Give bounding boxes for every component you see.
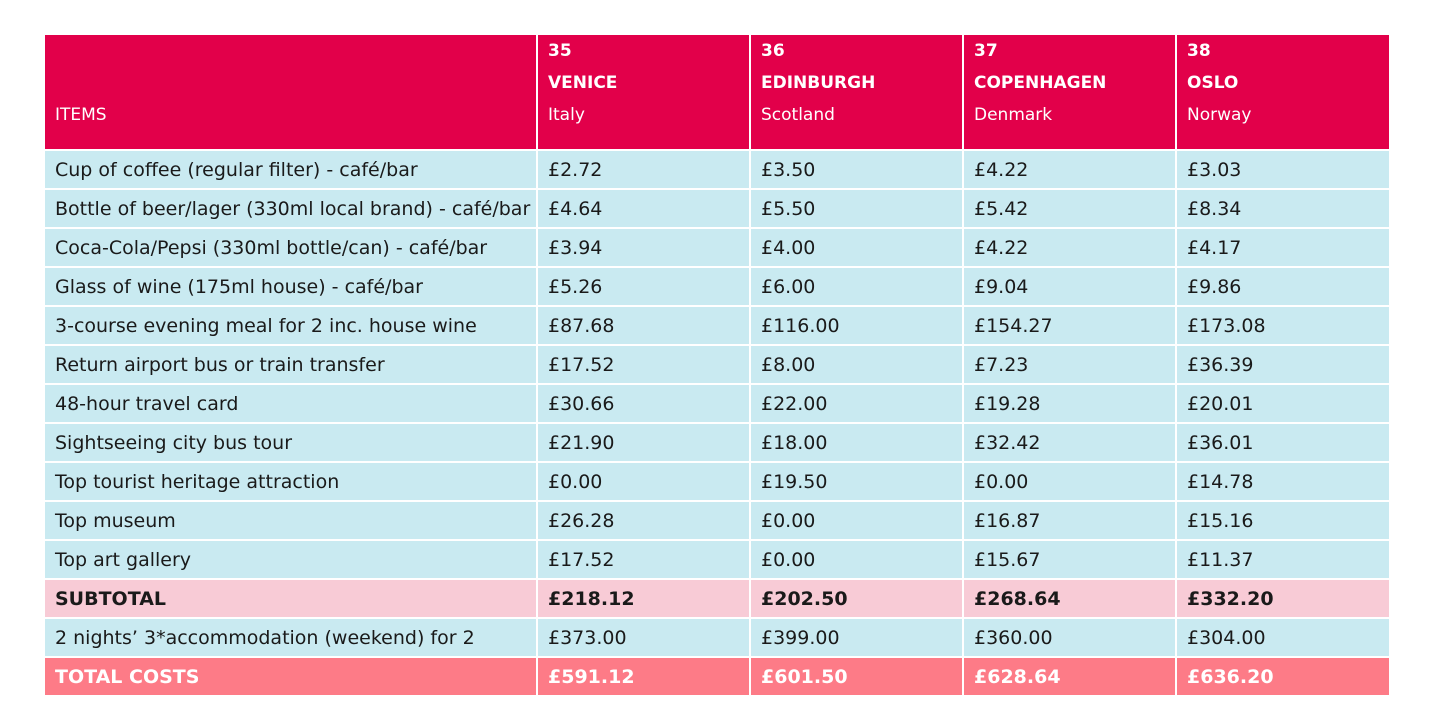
city-costs-table xyxy=(43,33,1391,697)
items-column-header: ITEMS xyxy=(44,34,537,150)
city-column-header xyxy=(1176,34,1390,150)
price-cell: £15.16 xyxy=(1176,501,1390,540)
price-cell: £26.28 xyxy=(537,501,750,540)
price-cell: £9.86 xyxy=(1176,267,1390,306)
total-cell: £591.12 xyxy=(537,657,750,696)
price-cell: £20.01 xyxy=(1176,384,1390,423)
price-cell: £30.66 xyxy=(537,384,750,423)
price-cell: £116.00 xyxy=(750,306,963,345)
city-column-header xyxy=(537,34,750,150)
price-cell: £4.00 xyxy=(750,228,963,267)
price-cell: £0.00 xyxy=(750,540,963,579)
item-label: Sightseeing city bus tour xyxy=(44,423,537,462)
table-row xyxy=(44,150,1390,189)
total-label: TOTAL COSTS xyxy=(44,657,537,696)
price-cell: £4.64 xyxy=(537,189,750,228)
price-cell: £22.00 xyxy=(750,384,963,423)
subtotal-cell: £332.20 xyxy=(1176,579,1390,618)
accommodation-cell: £373.00 xyxy=(537,618,750,657)
price-cell: £0.00 xyxy=(537,462,750,501)
subtotal-label: SUBTOTAL xyxy=(44,579,537,618)
price-cell: £3.94 xyxy=(537,228,750,267)
city-column-header xyxy=(750,34,963,150)
subtotal-cell: £218.12 xyxy=(537,579,750,618)
price-cell: £7.23 xyxy=(963,345,1176,384)
table-row xyxy=(44,462,1390,501)
city-name: VENICE xyxy=(548,73,618,93)
country-name: Denmark xyxy=(974,105,1053,125)
price-cell: £4.22 xyxy=(963,228,1176,267)
price-cell: £36.01 xyxy=(1176,423,1390,462)
price-cell: £9.04 xyxy=(963,267,1176,306)
city-name: OSLO xyxy=(1187,73,1239,93)
price-cell: £3.03 xyxy=(1176,150,1390,189)
subtotal-cell: £268.64 xyxy=(963,579,1176,618)
accommodation-label: 2 nights’ 3*accommodation (weekend) for 2 xyxy=(44,618,537,657)
item-label: Top art gallery xyxy=(44,540,537,579)
price-cell: £14.78 xyxy=(1176,462,1390,501)
price-cell: £0.00 xyxy=(963,462,1176,501)
price-cell: £154.27 xyxy=(963,306,1176,345)
price-cell: £173.08 xyxy=(1176,306,1390,345)
price-cell: £8.34 xyxy=(1176,189,1390,228)
price-cell: £36.39 xyxy=(1176,345,1390,384)
price-cell: £19.50 xyxy=(750,462,963,501)
total-cell: £636.20 xyxy=(1176,657,1390,696)
table-row xyxy=(44,384,1390,423)
price-cell: £18.00 xyxy=(750,423,963,462)
table-row xyxy=(44,306,1390,345)
item-label: Top museum xyxy=(44,501,537,540)
table-row xyxy=(44,228,1390,267)
city-column-header xyxy=(963,34,1176,150)
item-label: 48-hour travel card xyxy=(44,384,537,423)
price-cell: £5.26 xyxy=(537,267,750,306)
price-cell: £0.00 xyxy=(750,501,963,540)
item-label: Cup of coffee (regular filter) - café/bar xyxy=(44,150,537,189)
price-cell: £21.90 xyxy=(537,423,750,462)
price-cell: £32.42 xyxy=(963,423,1176,462)
price-cell: £16.87 xyxy=(963,501,1176,540)
table-row xyxy=(44,267,1390,306)
total-row xyxy=(44,657,1390,696)
total-cell: £601.50 xyxy=(750,657,963,696)
price-cell: £17.52 xyxy=(537,345,750,384)
accommodation-cell: £360.00 xyxy=(963,618,1176,657)
price-cell: £4.22 xyxy=(963,150,1176,189)
table-row xyxy=(44,501,1390,540)
subtotal-cell: £202.50 xyxy=(750,579,963,618)
city-number: 38 xyxy=(1187,41,1211,61)
item-label: Bottle of beer/lager (330ml local brand) - café/bar xyxy=(44,189,537,228)
price-cell: £2.72 xyxy=(537,150,750,189)
price-cell: £5.50 xyxy=(750,189,963,228)
city-number: 36 xyxy=(761,41,785,61)
item-label: 3-course evening meal for 2 inc. house wine xyxy=(44,306,537,345)
table-row xyxy=(44,540,1390,579)
price-cell: £87.68 xyxy=(537,306,750,345)
city-name: COPENHAGEN xyxy=(974,73,1107,93)
table-row xyxy=(44,423,1390,462)
price-cell: £17.52 xyxy=(537,540,750,579)
price-cell: £3.50 xyxy=(750,150,963,189)
item-label: Glass of wine (175ml house) - café/bar xyxy=(44,267,537,306)
price-cell: £5.42 xyxy=(963,189,1176,228)
table-row xyxy=(44,189,1390,228)
price-cell: £19.28 xyxy=(963,384,1176,423)
price-cell: £4.17 xyxy=(1176,228,1390,267)
country-name: Italy xyxy=(548,105,585,125)
price-cell: £15.67 xyxy=(963,540,1176,579)
table-body xyxy=(44,150,1390,696)
city-number: 37 xyxy=(974,41,998,61)
accommodation-row xyxy=(44,618,1390,657)
price-cell: £6.00 xyxy=(750,267,963,306)
item-label: Top tourist heritage attraction xyxy=(44,462,537,501)
table-header-row xyxy=(44,34,1390,150)
city-name: EDINBURGH xyxy=(761,73,876,93)
country-name: Scotland xyxy=(761,105,835,125)
price-cell: £8.00 xyxy=(750,345,963,384)
country-name: Norway xyxy=(1187,105,1252,125)
price-cell: £11.37 xyxy=(1176,540,1390,579)
city-number: 35 xyxy=(548,41,572,61)
table-row xyxy=(44,345,1390,384)
item-label: Coca-Cola/Pepsi (330ml bottle/can) - café/bar xyxy=(44,228,537,267)
accommodation-cell: £304.00 xyxy=(1176,618,1390,657)
total-cell: £628.64 xyxy=(963,657,1176,696)
accommodation-cell: £399.00 xyxy=(750,618,963,657)
subtotal-row xyxy=(44,579,1390,618)
item-label: Return airport bus or train transfer xyxy=(44,345,537,384)
